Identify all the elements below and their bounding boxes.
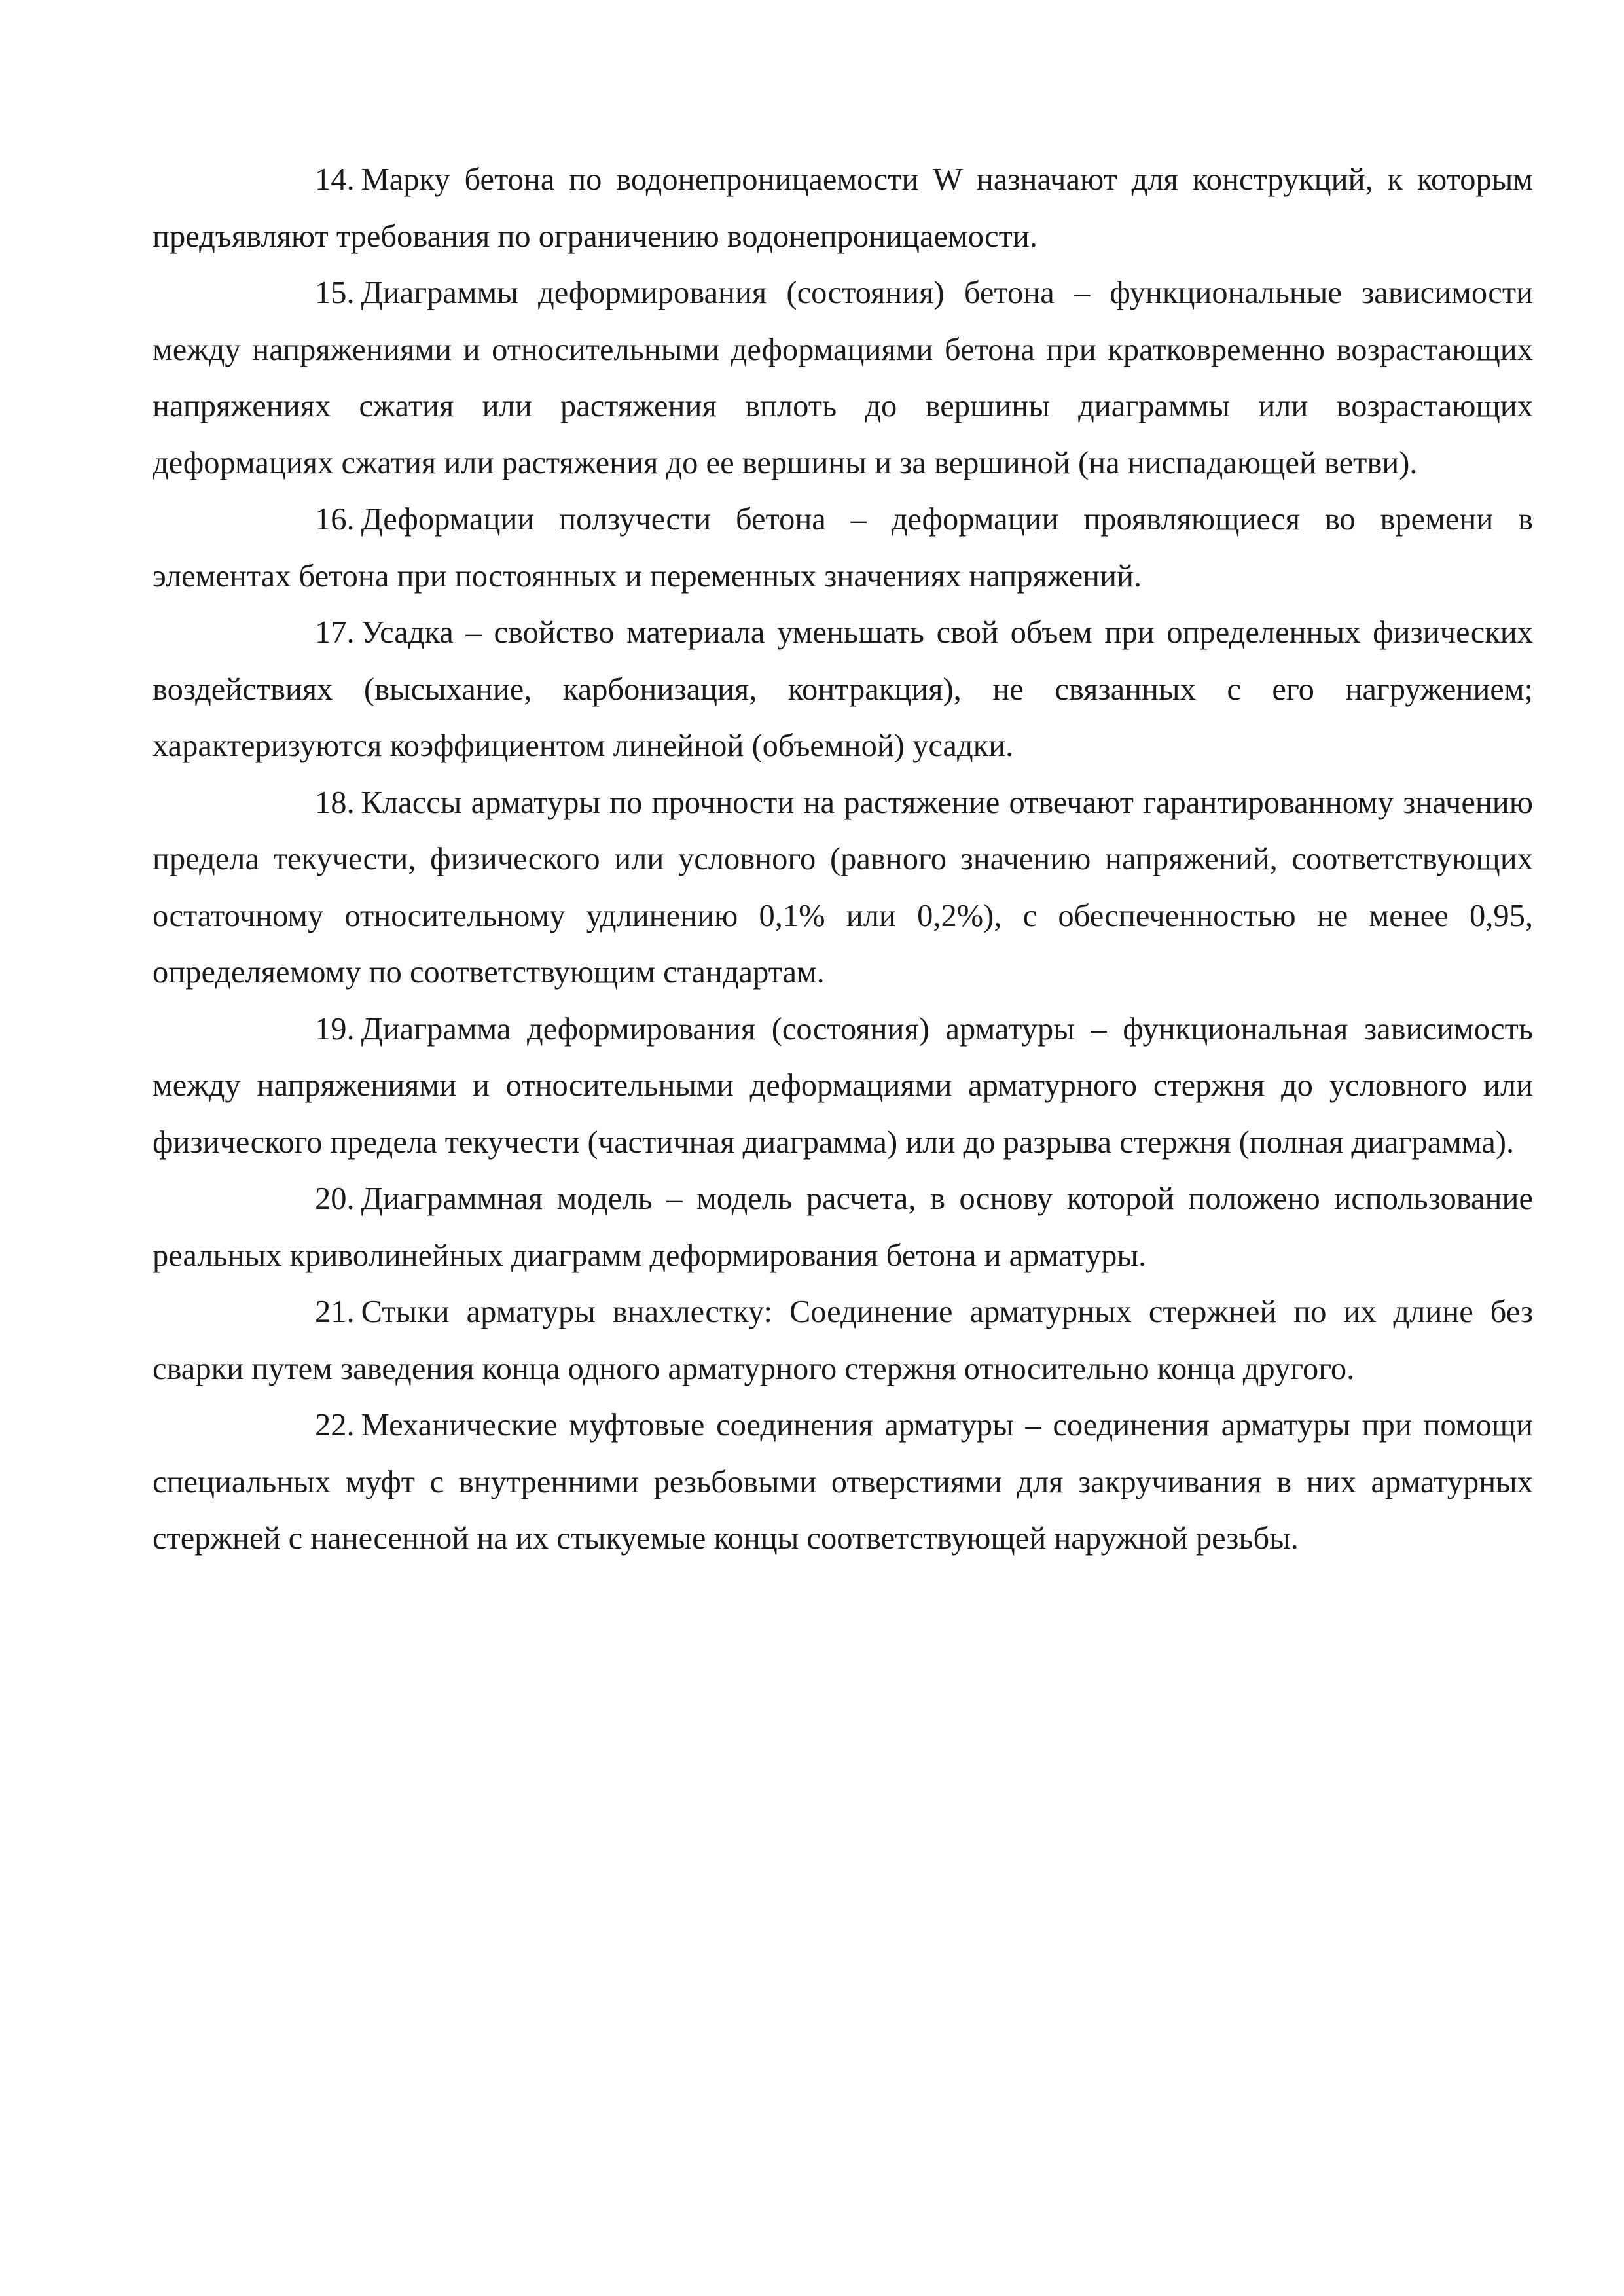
- definitions-list: [153, 152, 1533, 1568]
- item-text: Диаграммная модель – модель расчета, в основу которой положено использование реальных криволинейных диаграмм деформирования бетона и арматуры.: [153, 1181, 1533, 1273]
- item-number: 14.: [315, 162, 355, 197]
- item-number: 20.: [315, 1181, 355, 1216]
- item-number: 18.: [315, 785, 355, 820]
- item-number: 15.: [315, 276, 355, 310]
- definition-item-17: [153, 605, 1533, 775]
- item-text: Классы арматуры по прочности на растяжение отвечают гарантированному значению предела текучести, физического или условного (равного значению напряжений, соответствующих остаточному относительному удлинению 0,1% или 0,2%), с обеспеченностью не менее 0,95, определяемому по соответствующим стандартам.: [153, 785, 1533, 990]
- item-text: Марку бетона по водонепроницаемости W назначают для конструкций, к которым предъявляют требования по ограничению водонепроницаемости.: [153, 162, 1533, 254]
- item-text: Механические муфтовые соединения арматуры – соединения арматуры при помощи специальных муфт с внутренними резьбовыми отверстиями для закручивания в них арматурных стержней с нанесенной на их стыкуемые концы соответствующей наружной резьбы.: [153, 1408, 1533, 1556]
- definition-item-21: [153, 1284, 1533, 1397]
- definition-item-19: [153, 1001, 1533, 1172]
- definition-item-16: [153, 492, 1533, 605]
- item-number: 16.: [315, 502, 355, 537]
- item-text: Диаграмма деформирования (состояния) арматуры – функциональная зависимость между напряжениями и относительными деформациями арматурного стержня до условного или физического предела текучести (частичная диаграмма) или до разрыва стержня (полная диаграмма).: [153, 1011, 1533, 1160]
- item-text: Деформации ползучести бетона – деформации проявляющиеся во времени в элементах бетона при постоянных и переменных значениях напряжений.: [153, 502, 1533, 594]
- item-text: Усадка – свойство материала уменьшать свой объем при определенных физических воздействиях (высыхание, карбонизация, контракция), не связанных с его нагружением; характеризуются коэффициентом линейной (объемной) усадки.: [153, 615, 1533, 763]
- item-text: Диаграммы деформирования (состояния) бетона – функциональные зависимости между напряжениями и относительными деформациями бетона при кратковременно возрастающих напряжениях сжатия или растяжения вплоть до вершины диаграммы или возрастающих деформациях сжатия или растяжения до ее вершины и за вершиной (на ниспадающей ветви).: [153, 276, 1533, 480]
- item-number: 19.: [315, 1011, 355, 1047]
- item-number: 21.: [315, 1295, 355, 1329]
- definition-item-18: [153, 775, 1533, 1001]
- definition-item-14: [153, 152, 1533, 265]
- definition-item-22: [153, 1397, 1533, 1568]
- item-number: 22.: [315, 1408, 355, 1443]
- item-number: 17.: [315, 615, 355, 650]
- item-text: Стыки арматуры внахлестку: Соединение арматурных стержней по их длине без сварки путем заведения конца одного арматурного стержня относительно конца другого.: [153, 1295, 1533, 1386]
- definition-item-20: [153, 1171, 1533, 1284]
- definition-item-15: [153, 265, 1533, 492]
